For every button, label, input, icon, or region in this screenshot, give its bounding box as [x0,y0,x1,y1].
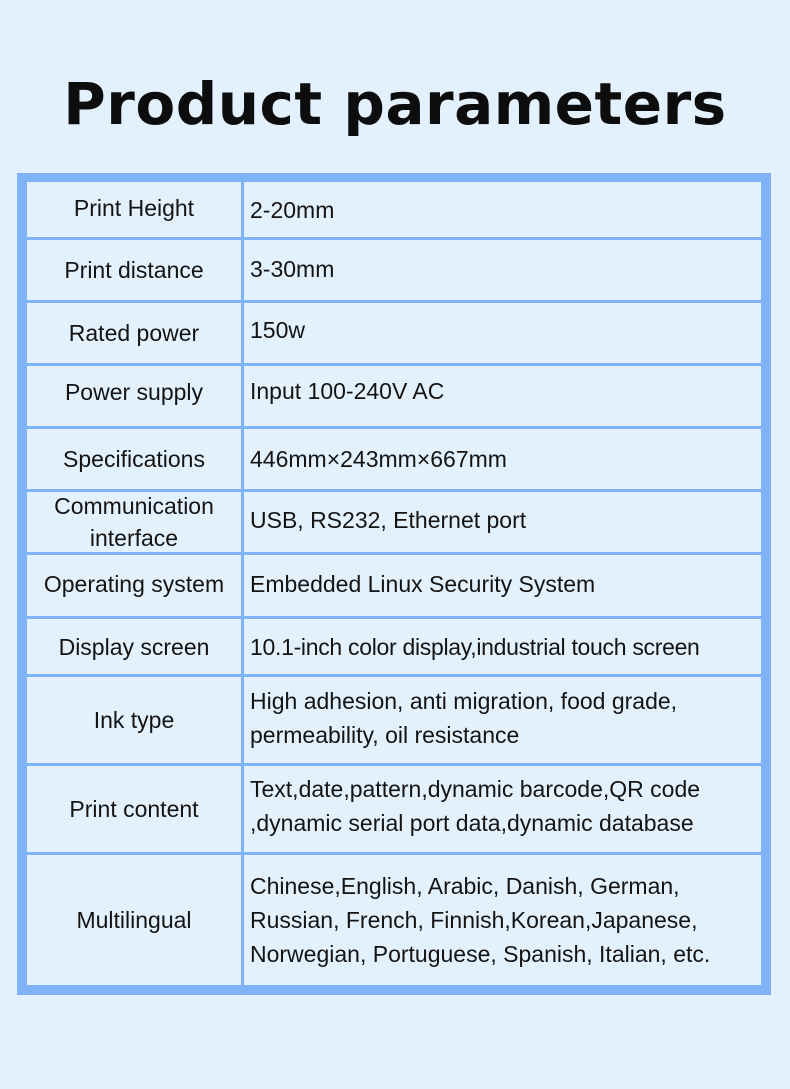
table-row [27,766,761,852]
param-value: 150w [244,303,761,363]
parameter-table [17,173,771,995]
param-label: Display screen [27,619,241,674]
param-label: Print distance [27,240,241,300]
param-value: Text,date,pattern,dynamic barcode,QR code ,dynamic serial port data,dynamic database [244,766,761,852]
table-row [27,303,761,363]
table-row [27,240,761,300]
table-row [27,855,761,985]
param-value: Input 100-240V AC [244,366,761,426]
param-value: USB, RS232, Ethernet port [244,492,761,552]
param-label: Print Height [27,182,241,237]
param-value: 2-20mm [244,182,761,237]
param-value: 3-30mm [244,240,761,300]
table-row [27,429,761,489]
param-label: Multilingual [27,855,241,985]
param-value: 446mm×243mm×667mm [244,429,761,489]
param-label: Specifications [27,429,241,489]
table-row [27,619,761,674]
table-row [27,182,761,237]
param-label: Print content [27,766,241,852]
param-label: Communication interface [27,492,241,552]
table-row [27,555,761,616]
table-row [27,492,761,552]
table-row [27,677,761,763]
param-label: Rated power [27,303,241,363]
param-label: Power supply [27,366,241,426]
param-label: Operating system [27,555,241,616]
param-value: 10.1-inch color display,industrial touch screen [244,619,761,674]
param-value: Chinese,English, Arabic, Danish, German, Russian, French, Finnish,Korean,Japanese, Norwegian, Portuguese, Spanish, Italian, etc. [244,855,761,985]
table-row [27,366,761,426]
param-value: High adhesion, anti migration, food grade, permeability, oil resistance [244,677,761,763]
page-title: Product parameters [63,70,727,138]
param-value: Embedded Linux Security System [244,555,761,616]
param-label: Ink type [27,677,241,763]
